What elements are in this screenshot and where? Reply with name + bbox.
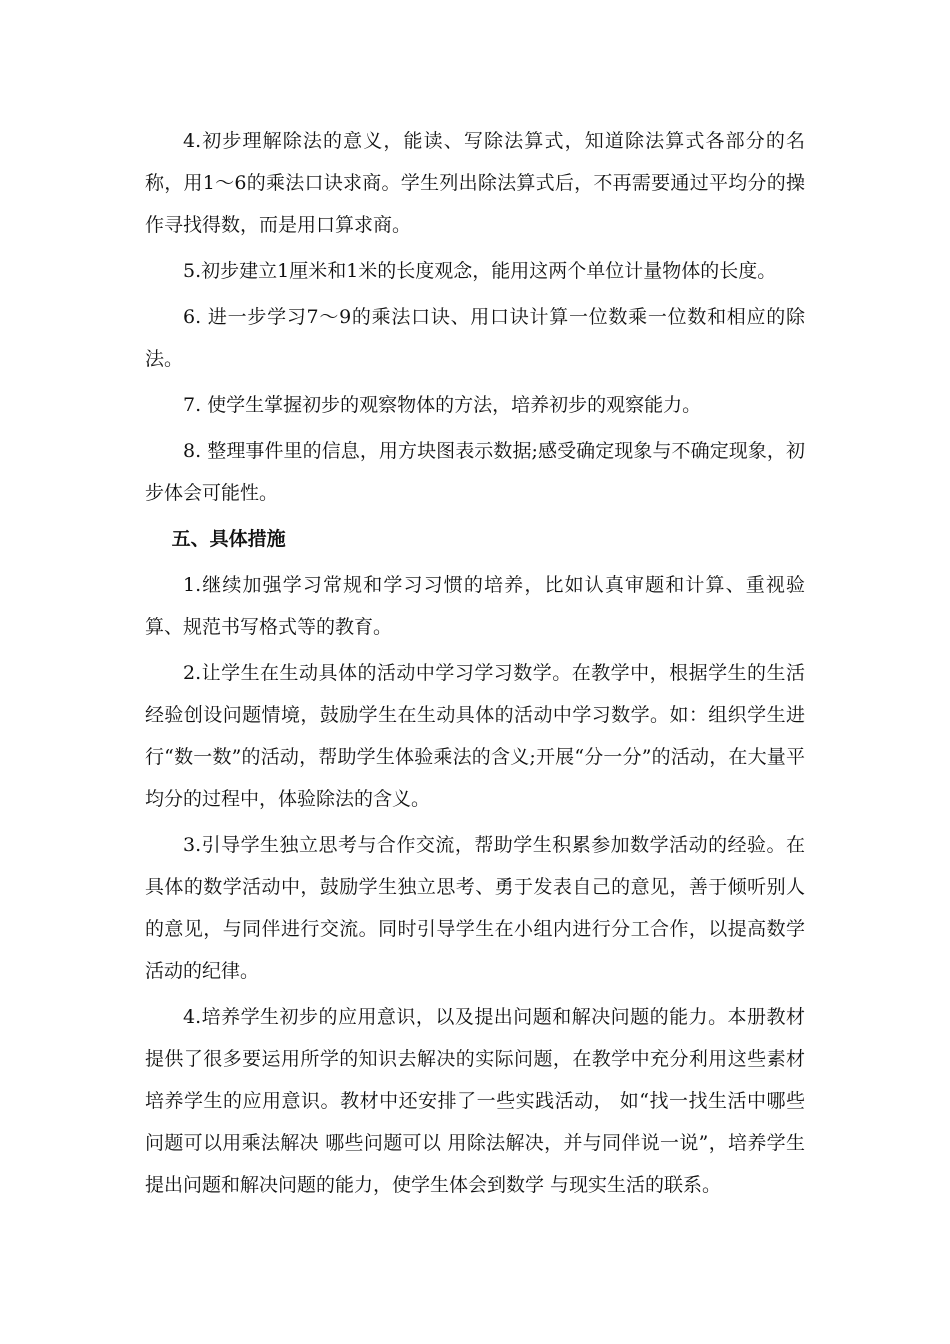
objective-paragraph-5: 5.初步建立1厘米和1米的长度观念，能用这两个单位计量物体的长度。: [183, 260, 777, 282]
section-heading: 五、具体措施: [171, 528, 286, 550]
document-page: [145, 120, 805, 1210]
objective-paragraph-8: 8. 整理事件里的信息，用方块图表示数据;感受确定现象与不确定现象，初步体会可能性。: [145, 440, 805, 504]
objective-paragraph-6: 6. 进一步学习7～9的乘法口诀、用口诀计算一位数乘一位数和相应的除法。: [145, 306, 805, 370]
objective-paragraph-7: 7. 使学生掌握初步的观察物体的方法，培养初步的观察能力。: [183, 394, 702, 416]
objective-paragraph-4: 4.初步理解除法的意义，能读、写除法算式，知道除法算式各部分的名称，用1～6的乘法口诀求商。学生列出除法算式后，不再需要通过平均分的操作寻找得数，而是用口算求商。: [145, 130, 805, 236]
measure-paragraph-2: 2.让学生在生动具体的活动中学习学习数学。在教学中，根据学生的生活经验创设问题情境，鼓励学生在生动具体的活动中学习数学。如：组织学生进行“数一数”的活动，帮助学生体验乘法的含义;开展“分一分”的活动，在大量平均分的过程中，体验除法的含义。: [145, 662, 805, 810]
measure-paragraph-1: 1.继续加强学习常规和学习习惯的培养，比如认真审题和计算、重视验算、规范书写格式等的教育。: [145, 574, 805, 638]
measure-paragraph-3: 3.引导学生独立思考与合作交流，帮助学生积累参加数学活动的经验。在具体的数学活动中，鼓励学生独立思考、勇于发表自己的意见，善于倾听别人的意见，与同伴进行交流。同时引导学生在小组内进行分工合作，以提高数学活动的纪律。: [145, 834, 805, 982]
measure-paragraph-4: 4.培养学生初步的应用意识，以及提出问题和解决问题的能力。本册教材提供了很多要运用所学的知识去解决的实际问题，在教学中充分利用这些素材培养学生的应用意识。教材中还安排了一些实践活动， 如“找一找生活中哪些问题可以用乘法解决 哪些问题可以 用除法解决，并与同伴说一说”，培养学生提出问题和解决问题的能力，使学生体会到数学 与现实生活的联系。: [145, 1006, 805, 1196]
